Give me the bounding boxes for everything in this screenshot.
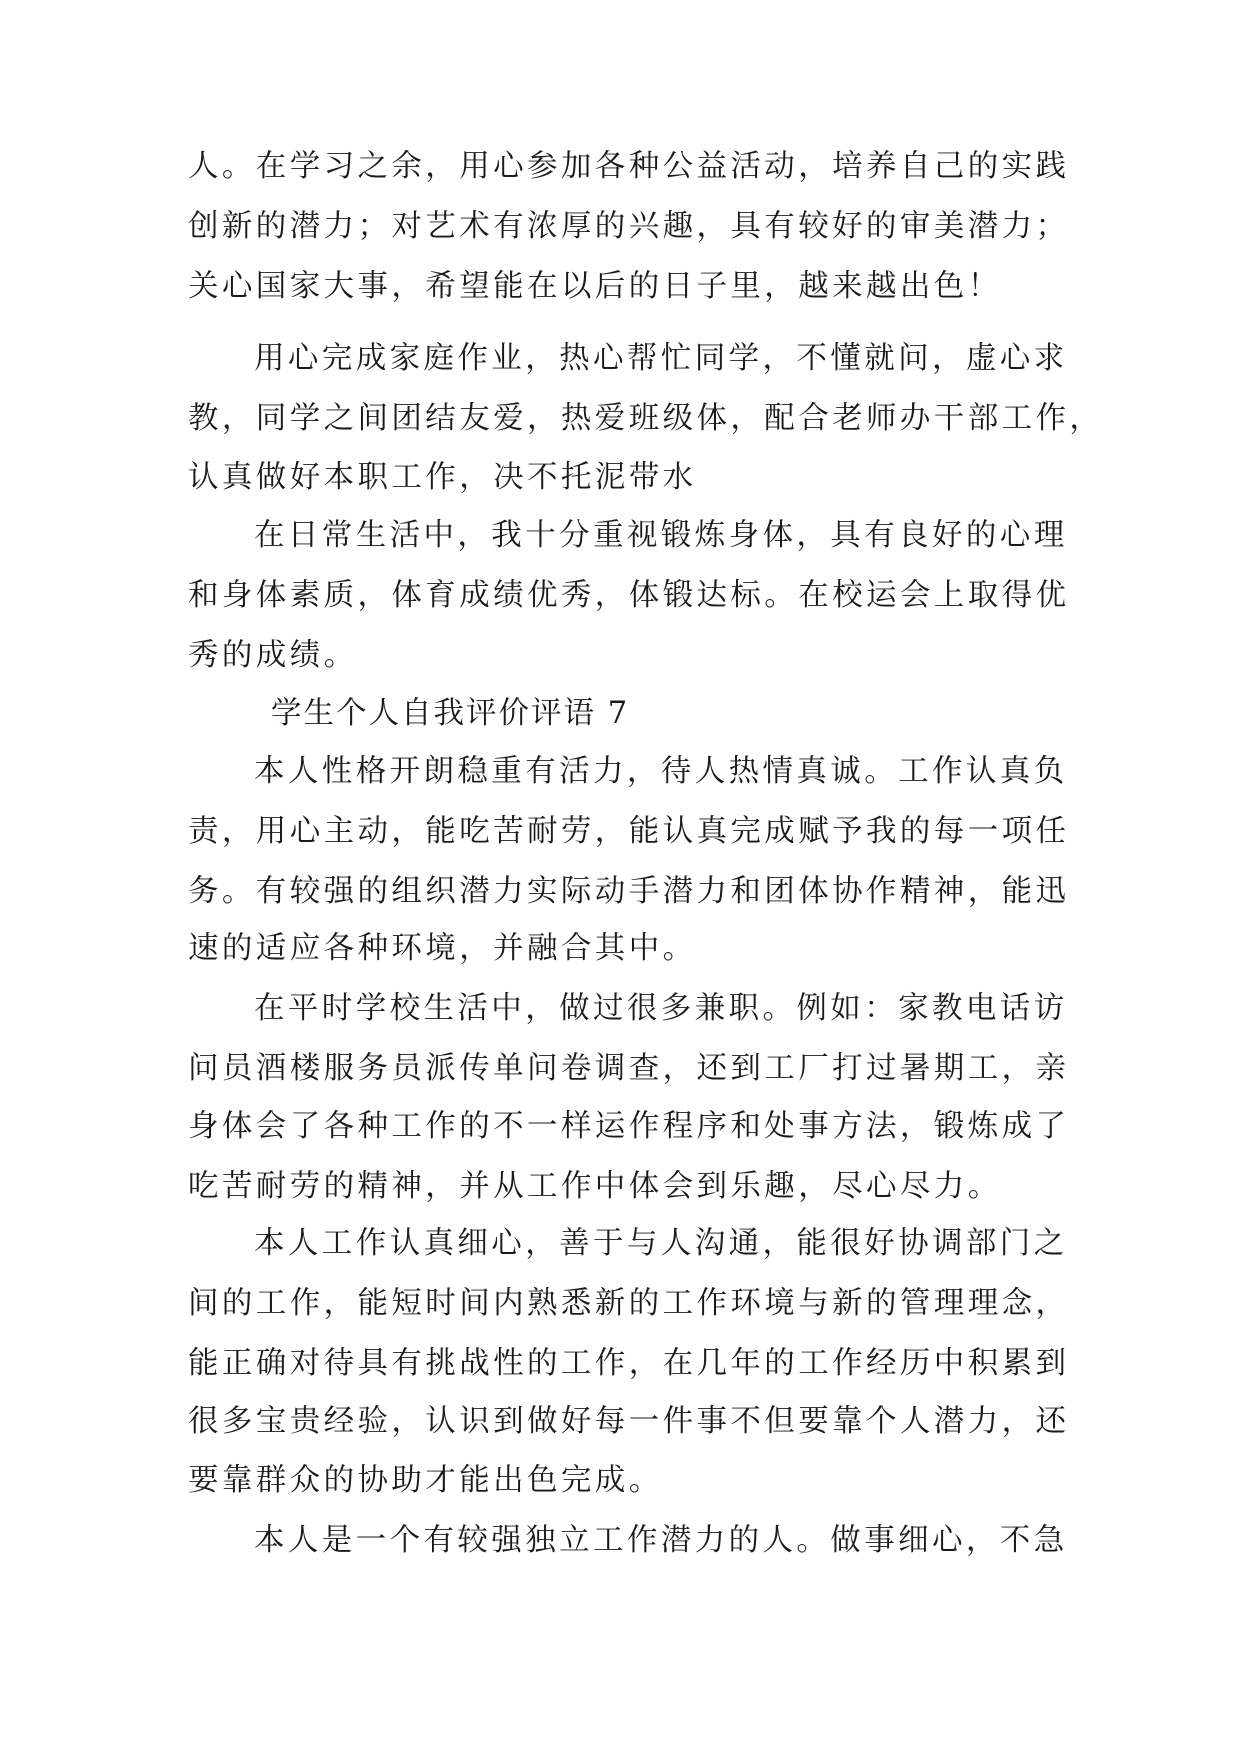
text-line: 身体会了各种工作的不一样运作程序和处事方法，锻炼成了 [188, 1109, 1070, 1144]
text-line: 教，同学之间团结友爱，热爱班级体，配合老师办干部工作， [188, 401, 1104, 436]
paragraph-first-line: 本人工作认真细心，善于与人沟通，能很好协调部门之 [254, 1226, 1068, 1261]
text-line: 速的适应各种环境，并融合其中。 [188, 931, 697, 966]
text-line: 秀的成绩。 [188, 638, 358, 673]
text-line: 关心国家大事，希望能在以后的日子里，越来越出色！ [188, 269, 1002, 304]
text-line: 认真做好本职工作，决不托泥带水 [188, 460, 697, 495]
section-heading: 学生个人自我评价评语 7 [271, 696, 630, 731]
text-line: 能正确对待具有挑战性的工作，在几年的工作经历中积累到 [188, 1346, 1070, 1381]
text-line: 和身体素质，体育成绩优秀，体锻达标。在校运会上取得优 [188, 578, 1070, 613]
text-line: 很多宝贵经验，认识到做好每一件事不但要靠个人潜力，还 [188, 1404, 1070, 1439]
text-line: 创新的潜力；对艺术有浓厚的兴趣，具有较好的审美潜力； [188, 209, 1070, 244]
text-line: 要靠群众的协助才能出色完成。 [188, 1463, 663, 1498]
paragraph-first-line: 用心完成家庭作业，热心帮忙同学，不懂就问，虚心求 [254, 341, 1068, 376]
text-line: 吃苦耐劳的精神，并从工作中体会到乐趣，尽心尽力。 [188, 1169, 1002, 1204]
text-line: 问员酒楼服务员派传单问卷调查，还到工厂打过暑期工，亲 [188, 1051, 1070, 1086]
text-line: 人。在学习之余，用心参加各种公益活动，培养自己的实践 [188, 149, 1070, 184]
text-line: 务。有较强的组织潜力实际动手潜力和团体协作精神，能迅 [188, 874, 1070, 909]
text-line: 责，用心主动，能吃苦耐劳，能认真完成赋予我的每一项任 [188, 814, 1070, 849]
text-line: 间的工作，能短时间内熟悉新的工作环境与新的管理理念， [188, 1286, 1070, 1321]
paragraph-first-line: 在日常生活中，我十分重视锻炼身体，具有良好的心理 [254, 518, 1068, 553]
paragraph-first-line: 在平时学校生活中，做过很多兼职。例如：家教电话访 [254, 991, 1068, 1026]
paragraph-first-line: 本人是一个有较强独立工作潜力的人。做事细心，不急 [254, 1523, 1068, 1558]
paragraph-first-line: 本人性格开朗稳重有活力，待人热情真诚。工作认真负 [254, 754, 1068, 789]
